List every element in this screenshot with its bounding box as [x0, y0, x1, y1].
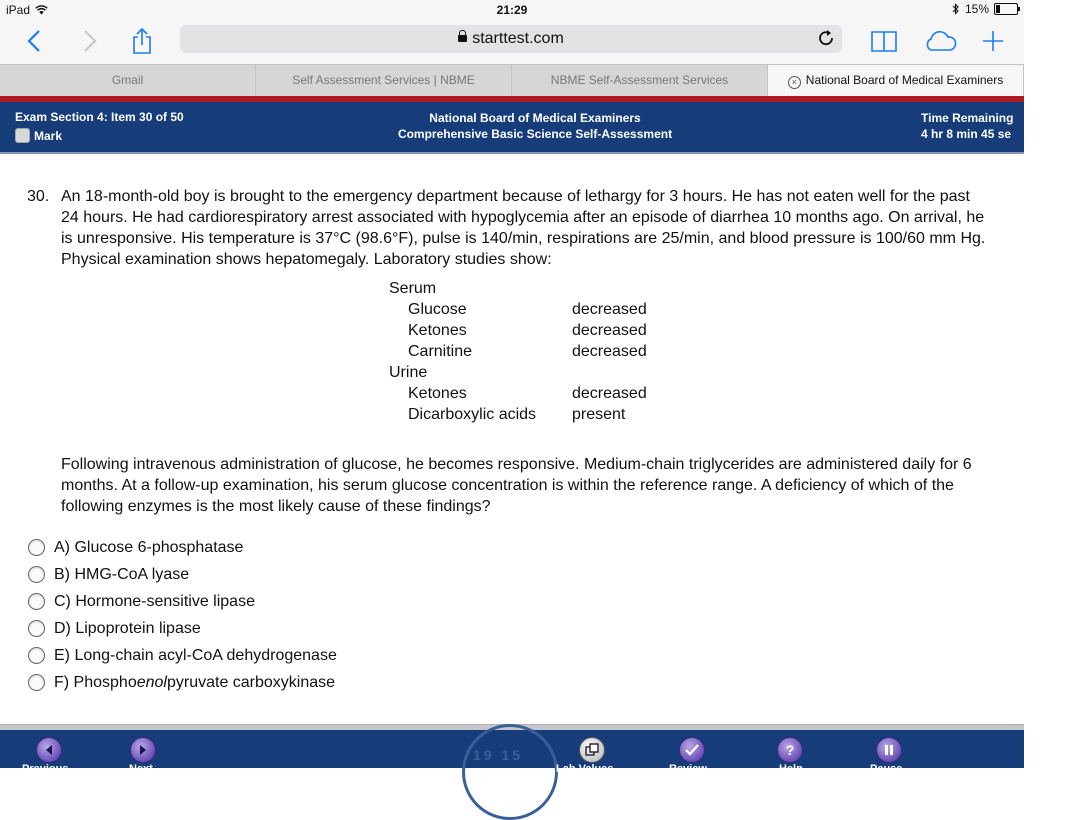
bluetooth-icon: [952, 3, 960, 15]
radio-button[interactable]: [28, 674, 45, 691]
choice-text-part: F) Phospho: [54, 674, 137, 691]
lab-group-urine: Urine: [389, 364, 428, 381]
answer-choice-f[interactable]: [28, 669, 337, 696]
choice-label: D) Lipoprotein lipase: [54, 620, 201, 637]
exam-title-line2: Comprehensive Basic Science Self-Assessment: [397, 127, 673, 141]
next-button[interactable]: [130, 737, 156, 763]
tab-bar: [0, 64, 1024, 96]
exam-title-line1: National Board of Medical Examiners: [429, 111, 641, 125]
nbme-seal-watermark: [462, 724, 558, 820]
share-button[interactable]: [124, 24, 160, 58]
tab-nbme-self-assessment[interactable]: [512, 65, 768, 96]
lab-name: Ketones: [408, 322, 467, 339]
cloud-icon: [923, 30, 957, 52]
tab-close-icon[interactable]: ×: [788, 76, 801, 89]
reload-icon: [818, 29, 836, 49]
review-label: Review: [669, 763, 707, 775]
battery-percent: 15%: [964, 2, 989, 16]
exam-title: [0, 110, 1070, 142]
lab-value: decreased: [572, 385, 647, 402]
mark-label: Mark: [34, 128, 63, 143]
choice-label: [54, 672, 335, 693]
pause-label: Pause: [870, 763, 903, 775]
radio-button[interactable]: [28, 620, 45, 637]
chevron-right-icon: [83, 29, 97, 53]
lab-value: present: [572, 406, 626, 423]
lab-row: [389, 404, 647, 425]
tab-label: Self Assessment Services | NBME: [292, 73, 475, 87]
new-tab-button[interactable]: [975, 24, 1011, 58]
lab-value: decreased: [572, 343, 647, 360]
choice-label: C) Hormone-sensitive lipase: [54, 593, 255, 610]
answer-choice-a[interactable]: [28, 534, 337, 561]
lab-row: [389, 341, 647, 362]
lab-values-icon: [585, 743, 599, 757]
bookmarks-button[interactable]: [866, 24, 902, 58]
lab-values-label: Lab Values: [556, 763, 614, 775]
help-button[interactable]: [777, 737, 803, 763]
lab-name: Ketones: [408, 385, 467, 402]
share-icon: [131, 27, 153, 55]
address-bar[interactable]: [180, 25, 842, 53]
answer-choice-e[interactable]: [28, 642, 337, 669]
pause-icon: [884, 744, 894, 756]
tab-label: National Board of Medical Examiners: [805, 73, 1004, 87]
forward-button[interactable]: [72, 24, 108, 58]
question-stem-text: An 18-month-old boy is brought to the emergency department because of lethargy for 3 hours. He has not eaten well for the past 24 hours. He had cardiorespiratory arrest associated with hypoglycemia after an episode of diarrhea 10 months ago. On arrival, he is unresponsive. His temperature is 37°C (98.6°F), pulse is 140/min, respirations are 25/min, and blood pressure is 100/60 mm Hg. Physical examination shows hepatomegaly. Laboratory studies show:: [61, 188, 986, 268]
book-icon: [870, 29, 898, 53]
battery-icon: [994, 3, 1018, 15]
tab-label: Gmail: [111, 73, 144, 87]
lab-row: [389, 320, 647, 341]
ios-status-bar: [0, 0, 1024, 20]
review-button[interactable]: [679, 737, 705, 763]
icloud-tabs-button[interactable]: [922, 24, 958, 58]
arrow-right-icon: [137, 744, 149, 756]
exam-footer-nav: [0, 730, 1024, 775]
answer-choice-d[interactable]: [28, 615, 337, 642]
chevron-left-icon: [27, 29, 41, 53]
reload-button[interactable]: [818, 29, 836, 54]
arrow-left-icon: [43, 744, 55, 756]
time-remaining-label: Time Remaining: [921, 111, 1014, 125]
url-text: starttest.com: [472, 30, 564, 47]
tab-gmail[interactable]: [0, 65, 256, 96]
lab-values-button[interactable]: [579, 737, 605, 763]
lab-row: [389, 383, 647, 404]
lab-row: [389, 299, 647, 320]
tab-nbme-active[interactable]: [768, 65, 1024, 96]
status-right: [952, 2, 1018, 16]
tab-label: NBME Self-Assessment Services: [550, 73, 729, 87]
question-followup: Following intravenous administration of glucose, he becomes responsive. Medium-chain triglycerides are administered daily for 6 months. At a follow-up examination, his serum glucose concentration is within the reference range. A deficiency of which of the following enzymes is the most likely cause of these findings?: [61, 456, 972, 515]
lab-results: [389, 278, 647, 425]
browser-toolbar: [0, 20, 1024, 64]
lock-icon: [458, 35, 467, 42]
question-mark-icon: ?: [785, 742, 795, 758]
lab-name: Dicarboxylic acids: [408, 406, 537, 423]
seal-year: 19 15: [473, 747, 524, 763]
address-text: [180, 30, 842, 48]
answer-choices: [28, 534, 337, 696]
plus-icon: [982, 30, 1004, 52]
lab-group-serum: Serum: [389, 280, 437, 297]
question-stem: [27, 186, 987, 270]
pause-button[interactable]: [876, 737, 902, 763]
checkmark-icon: [685, 744, 699, 756]
lab-name: Carnitine: [408, 343, 473, 360]
radio-button[interactable]: [28, 647, 45, 664]
exam-section-label: Exam Section 4: Item 30 of 50: [15, 110, 184, 124]
device-name: iPad: [6, 3, 31, 17]
status-time: 21:29: [496, 3, 528, 17]
lab-name: Glucose: [408, 301, 467, 318]
choice-text-part: pyruvate carboxykinase: [166, 674, 336, 691]
radio-button[interactable]: [28, 539, 45, 556]
lab-value: decreased: [572, 322, 647, 339]
next-label: Next: [129, 763, 153, 775]
back-button[interactable]: [16, 24, 52, 58]
tab-self-assessment-services[interactable]: [256, 65, 512, 96]
choice-label: E) Long-chain acyl-CoA dehydrogenase: [54, 647, 337, 664]
time-remaining: [921, 110, 1013, 142]
radio-button[interactable]: [28, 566, 45, 583]
question-content: [0, 154, 1024, 724]
previous-label: Previous: [22, 763, 69, 775]
choice-text-italic: enol: [136, 674, 167, 691]
previous-button[interactable]: [36, 737, 62, 763]
answer-choice-c[interactable]: [28, 588, 337, 615]
choice-label: A) Glucose 6-phosphatase: [54, 539, 244, 556]
choice-label: B) HMG-CoA lyase: [54, 566, 190, 583]
lab-value: decreased: [572, 301, 647, 318]
exam-header: [0, 102, 1024, 152]
time-remaining-value: 4 hr 8 min 45 se: [921, 127, 1012, 141]
answer-choice-b[interactable]: [28, 561, 337, 588]
help-label: Help: [779, 763, 803, 775]
radio-button[interactable]: [28, 593, 45, 610]
question-number: 30.: [27, 188, 50, 205]
